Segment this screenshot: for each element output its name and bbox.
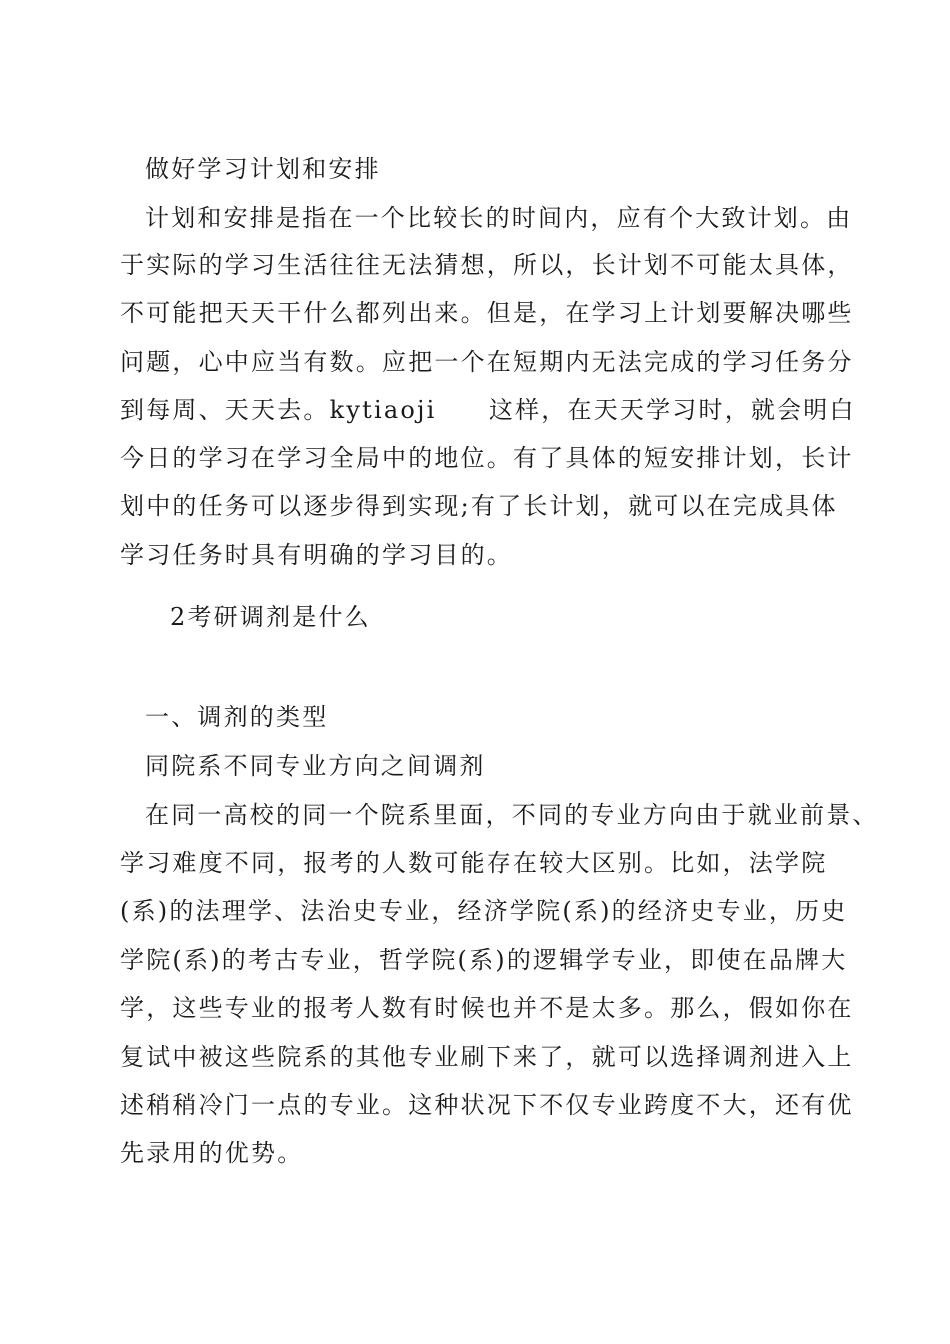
paragraph-line: 今日的学习在学习全局中的地位。有了具体的短安排计划，长计: [120, 444, 854, 472]
paragraph-line: 先录用的优势。: [120, 1139, 304, 1167]
paragraph-line: 问题，心中应当有数。应把一个在短期内无法完成的学习任务分: [120, 348, 854, 376]
section-heading: 2考研调剂是什么: [170, 603, 371, 631]
paragraph-line: 在同一高校的同一个院系里面，不同的专业方向由于就业前景、: [145, 801, 879, 829]
paragraph-line: 不可能把天天干什么都列出来。但是，在学习上计划要解决哪些: [120, 299, 854, 327]
paragraph-line: 学习任务时具有明确的学习目的。: [120, 541, 513, 569]
paragraph-line: 学，这些专业的报考人数有时候也并不是太多。那么，假如你在: [120, 994, 854, 1022]
section-heading: 做好学习计划和安排: [145, 155, 381, 183]
paragraph-line: 于实际的学习生活往往无法猜想，所以，长计划不可能太具体，: [120, 251, 854, 279]
paragraph-line: 到每周、天天去。kytiaoji 这样，在天天学习时，就会明白: [120, 396, 856, 424]
paragraph-line: 计划和安排是指在一个比较长的时间内，应有个大致计划。由: [145, 204, 853, 232]
paragraph-line: 划中的任务可以逐步得到实现;有了长计划，就可以在完成具体: [120, 492, 838, 520]
paragraph-line: 学院(系)的考古专业，哲学院(系)的逻辑学专业，即使在品牌大: [120, 946, 848, 974]
section-heading: 一、调剂的类型: [145, 703, 329, 731]
paragraph-line: 学习难度不同，报考的人数可能存在较大区别。比如，法学院: [120, 849, 828, 877]
paragraph-line: 复试中被这些院系的其他专业刷下来了，就可以选择调剂进入上: [120, 1043, 854, 1071]
paragraph-line: (系)的法理学、法治史专业，经济学院(系)的经济史专业，历史: [120, 897, 848, 925]
paragraph-line: 述稍稍冷门一点的专业。这种状况下不仅专业跨度不大，还有优: [120, 1091, 854, 1119]
subsection-heading: 同院系不同专业方向之间调剂: [145, 752, 486, 780]
